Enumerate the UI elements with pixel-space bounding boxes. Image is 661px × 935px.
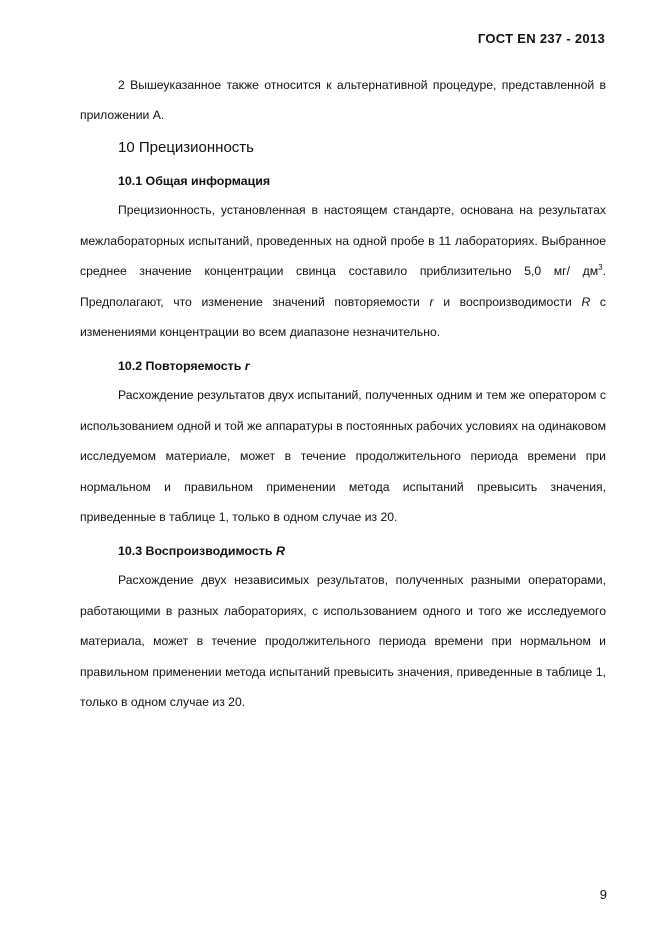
subsection-heading-reproducibility xyxy=(118,537,606,565)
general-info-paragraph xyxy=(80,195,606,348)
general-info-text-d: с изменениями концентрации во всем диапазоне незначительно. xyxy=(80,294,606,340)
var-r: r xyxy=(429,294,434,309)
reproducibility-paragraph: Расхождение двух независимых результатов, полученных разными операторами, работающими в разных лабораториях, с использованием одного и того же исследуемого материала, может в течение продолжительного периода времени при нормальном и правильном применении метода испытаний превысить значения, приведенные в таблице 1, только в одном случае из 20. xyxy=(80,572,606,710)
repeatability-var: r xyxy=(244,358,250,373)
page-number: 9 xyxy=(599,887,607,902)
repeatability-paragraph: Расхождение результатов двух испытаний, полученных одним и тем же оператором с использованием одной и той же аппаратуры в постоянных рабочих условиях на одинаковом исследуемом материале, может в течение продолжительного периода времени при нормальном и правильном применении метода испытаний превысить значения, приведенные в таблице 1, только в одном случае из 20. xyxy=(80,387,606,525)
reproducibility-var: R xyxy=(275,543,285,558)
section-heading: 10 Прецизионность xyxy=(118,139,254,156)
var-R: R xyxy=(581,294,591,309)
document-header: ГОСТ EN 237 - 2013 xyxy=(477,31,605,46)
superscript-3: 3 xyxy=(598,263,603,273)
note-paragraph: 2 Вышеуказанное также относится к альтернативной процедуре, представленной в приложении А. xyxy=(80,78,606,122)
general-info-text-a: Прецизионность, установленная в настоящем стандарте, основана на результатах межлабораторных испытаний, проведенных на одной пробе в 11 лабораториях. Выбранное среднее значение концентрации свинца составило приблизительно 5,0 мг/ дм xyxy=(80,203,606,279)
subsection-heading-general: 10.1 Общая информация xyxy=(118,174,271,188)
reproducibility-title: 10.3 Воспроизводимость xyxy=(118,543,276,558)
subsection-heading-repeatability xyxy=(118,352,606,380)
general-info-text-b: . Предполагают, что изменение значений повторяемости xyxy=(80,264,606,309)
document-body xyxy=(80,70,606,718)
general-info-text-c: и воспроизводимости xyxy=(433,294,582,309)
repeatability-title: 10.2 Повторяемость xyxy=(118,358,245,373)
